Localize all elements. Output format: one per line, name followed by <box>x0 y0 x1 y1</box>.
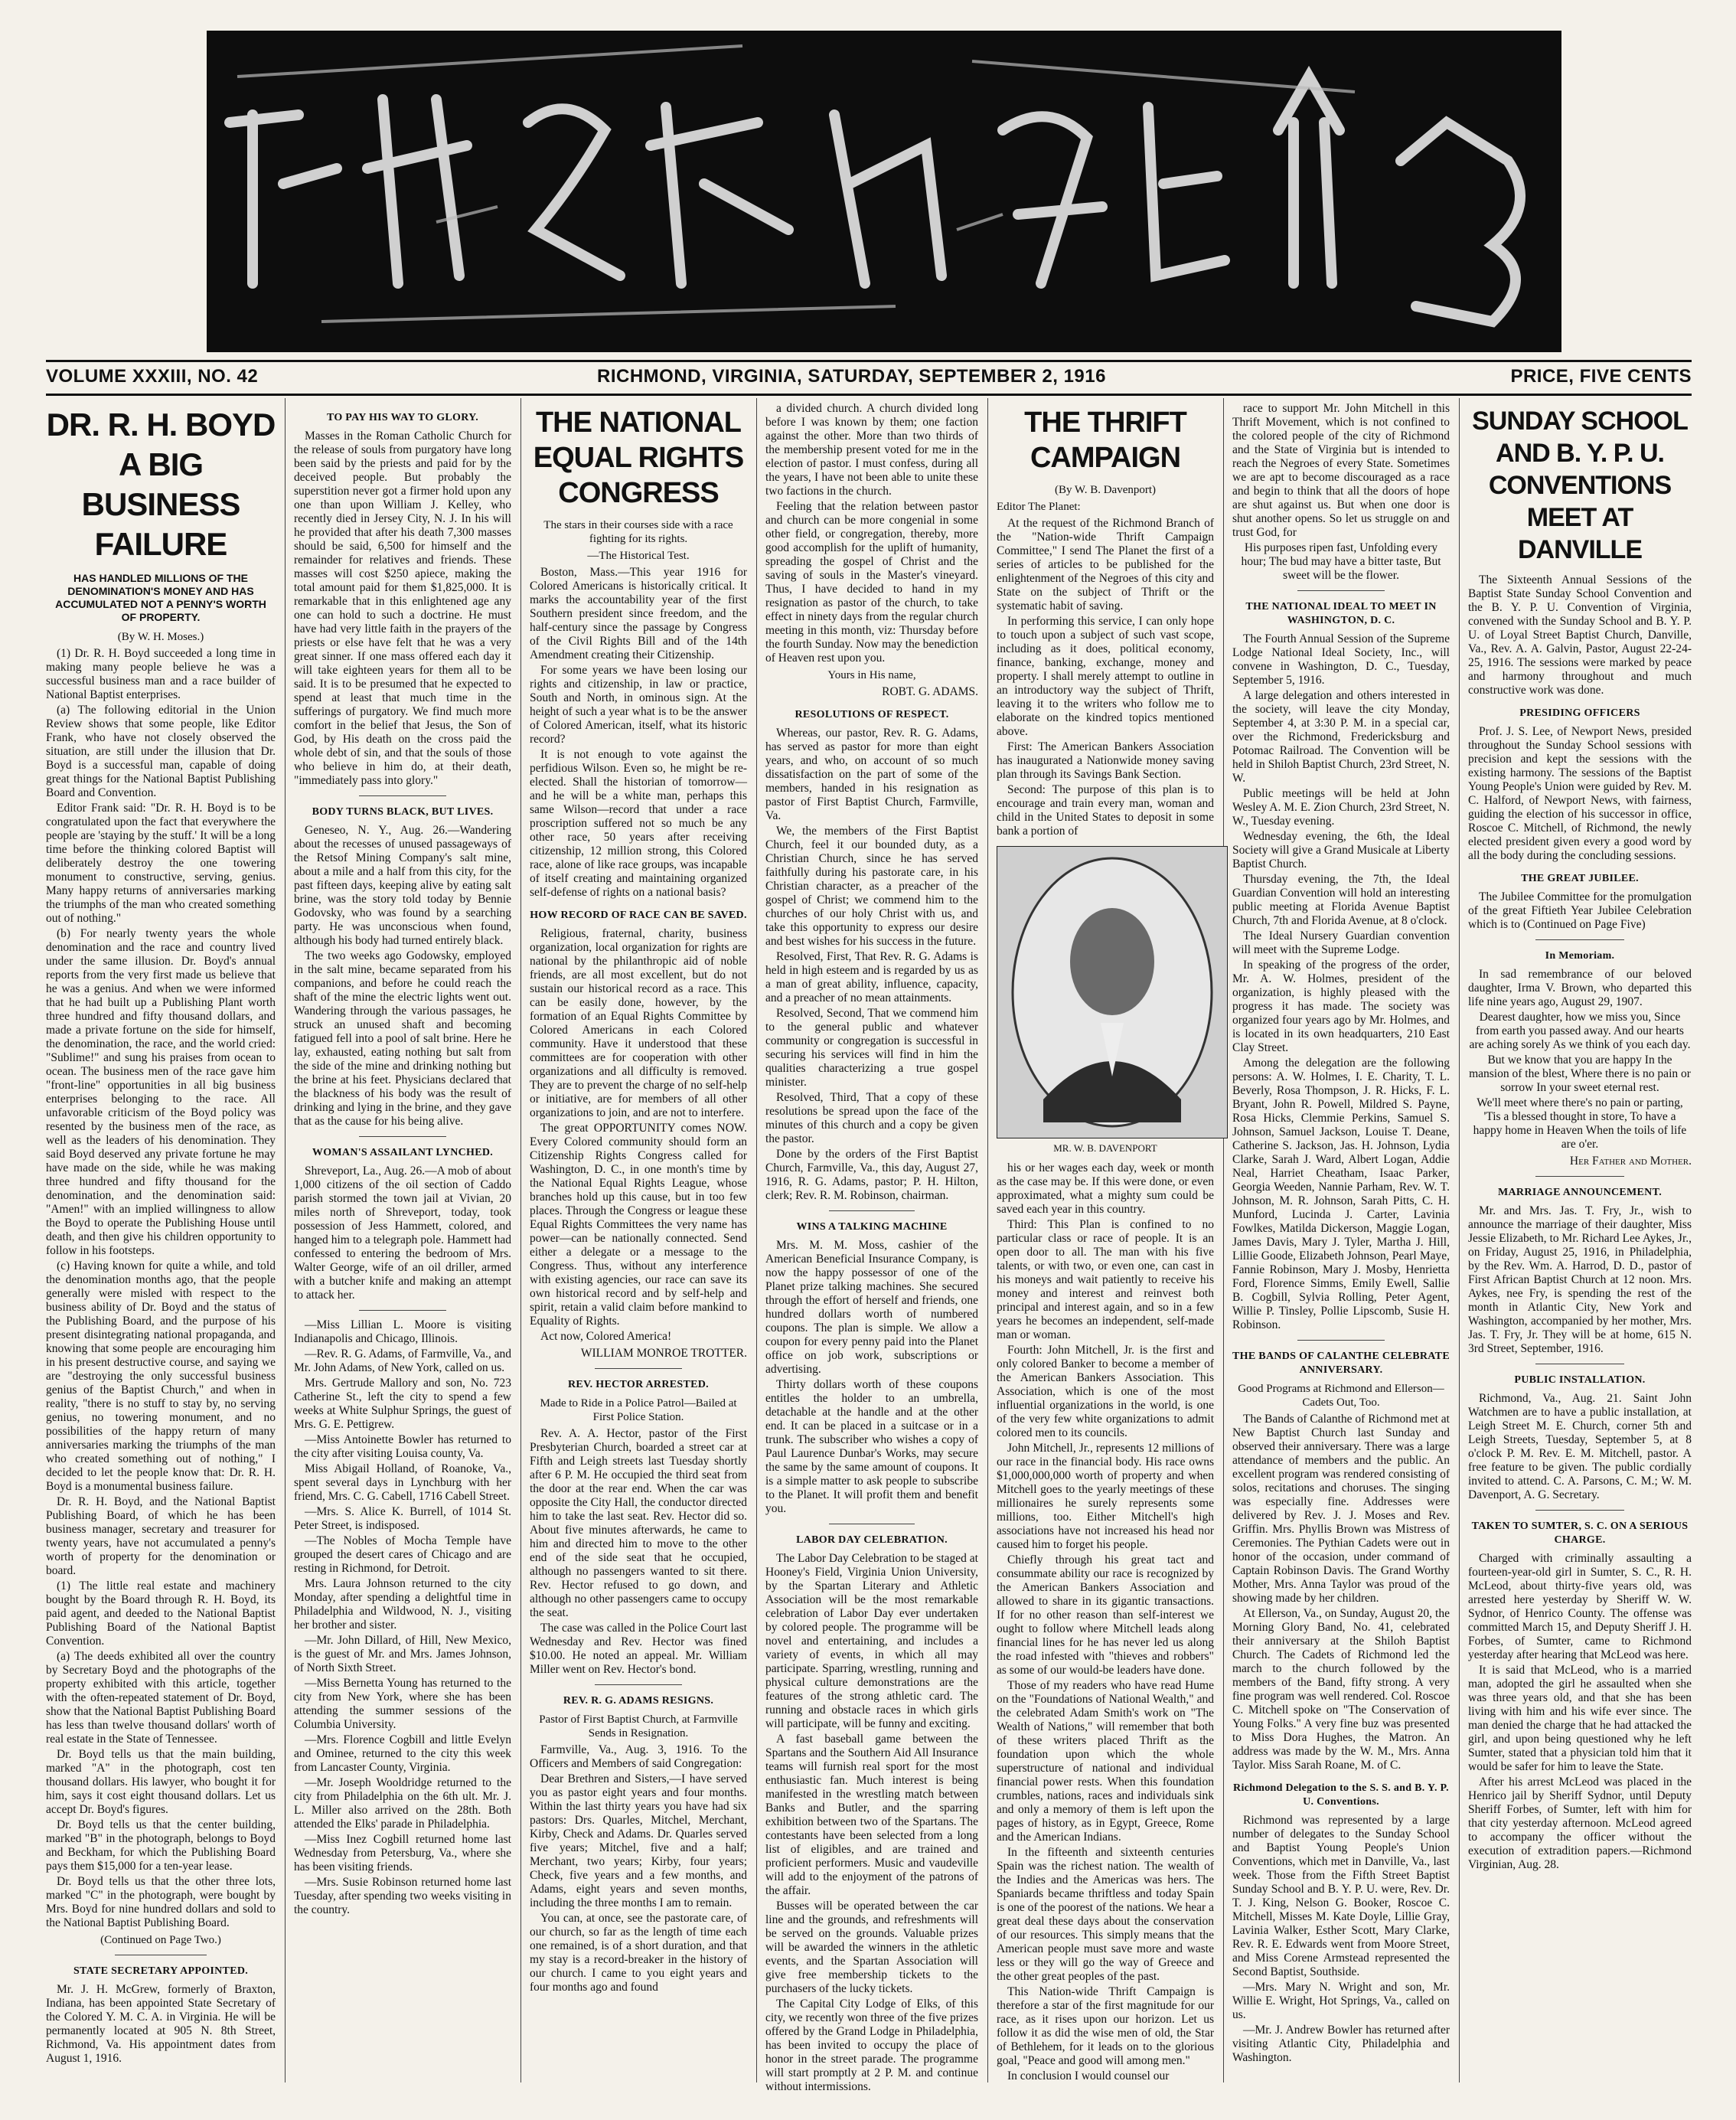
paragraph: It is said that McLeod, who is a married man, adopted the girl he assaulted when she was three years old, and that she has been living with him and his wife ever since. The man denied the charge that he had attacked the girl, and upon being questioned why he left Sumter, stated that a physician told him that it would be safer for him to leave the State. <box>1468 1664 1692 1773</box>
paragraph: Richmond was represented by a large number of delegates to the Sunday School and Baptist Young People's Union Conventions, which met in Danville, Va., last week. Those from the Fifth Street Baptist Sunday School and B. Y. P. U. were, Rev. Dr. T. J. King, Nelson G. Booker, Roscoe C. Mitchell, Misses M. Kate Doyle, Lillie Gray, Lavinia Walker, Esther Scott, Mary Clarke, Rev. R. E. Edwards went from Moore Street, and Miss Corene Armstead represented the Second Baptist, Southside. <box>1232 1814 1450 1978</box>
subhead-calanthe: THE BANDS OF CALANTHE CELEBRATE ANNIVERSARY. <box>1232 1351 1450 1376</box>
column-2 <box>294 402 511 2082</box>
paragraph: The Jubilee Committee for the promulgation of the great Fiftieth Year Jubilee Celebration which is to (Continued on Page Five) <box>1468 890 1692 931</box>
paragraph: First: The American Bankers Association has inaugurated a Nationwide money saving plan through its Savings Bank Section. <box>997 740 1214 781</box>
column-4 <box>765 402 978 2093</box>
paragraph: In the fifteenth and sixteenth centuries Spain was the richest nation. The wealth of the Indies and the Americas was hers. The Spaniards became thriftless and today Spain is one of the poorest of the nations. We hear a great deal these days about the conservation of our resources. This simply means that the American people must save more and waste less or they will go the way of Greece and the other great peoples of the past. <box>997 1846 1214 1983</box>
paragraph: John Mitchell, Jr., represents 12 millions of our race in the financial body. His race owns $1,000,000,000 worth of property and when Mitchell goes to the yearly meetings of these millionaires he surely represents some millions, too. Either Mitchell's high associations have not increased his head nor caused him to forget his people. <box>997 1442 1214 1551</box>
paragraph: (a) The deeds exhibited all over the country by Secretary Boyd and the photographs of the property exhibited with this article, together with the often-repeated statement of Dr. Boyd, show that the National Baptist Publishing Board has less than twelve thousand dollars' worth of real estate in the State of Tennessee. <box>46 1650 276 1746</box>
column-1 <box>46 402 276 2082</box>
paragraph: (c) Having known for quite a while, and told the denomination months ago, that the people generally were misled with respect to the business ability of Dr. Boyd and the status of the Publishing Board, and the purpose of his present disintegrating national propaganda, and knowing that some people are encouraging him in his present destructive course, and saying we are "destroying the only successful business genius of the Baptist Church," and when in reality, "there is no stuff to stay by, no serving genius, no towering monument, and no possibilities of the happy return of many anniversaries marking the triumphs of the man who created something out of nothing," I decided to let the people know that: Dr. R. H. Boyd is a monumental business failure. <box>46 1259 276 1493</box>
subhead-hector: REV. HECTOR ARRESTED. <box>568 1379 709 1390</box>
subhead-jubilee: THE GREAT JUBILEE. <box>1521 873 1639 884</box>
paragraph: In conclusion I would counsel our <box>1007 2069 1170 2082</box>
paragraph: Fourth: John Mitchell, Jr. is the first and only colored Banker to become a member of the American Bankers Association. This Association, which is one of the most influential organizations in the world, is one of the very few white organizations to admit colored men to its councils. <box>997 1344 1214 1439</box>
subhead-installation: PUBLIC INSTALLATION. <box>1514 1374 1646 1386</box>
paragraph: After his arrest McLeod was placed in the Henrico jail by Sheriff Sydnor, until Deputy Sheriff Forbes, of Sumter, left with him for that city yesterday afternoon. McLeod agreed to accompany the officer without the execution of extradition papers.—Richmond Virginian, Aug. 28. <box>1468 1775 1692 1871</box>
paragraph: Those of my readers who have read Hume on the "Foundations of National Wealth," and the celebrated Adam Smith's work on "The Wealth of Nations," will remember that both of these writers placed Thrift as the foundation upon which the whole superstructure of national and individual financial power rests. When this foundation crumbles, nations, races and individuals sink and only a memory of them is left upon the pages of history, as in Egypt, Greece, Rome and the American Indians. <box>997 1679 1214 1844</box>
paragraph: race to support Mr. John Mitchell in this Thrift Movement, which is not confined to the colored people of the city of Richmond and the State of Virginia but is intended to reach the Negroes of every State. Sometimes we are apt to become discouraged as a race and begin to think that all the doors of hope are shut against us. But when one door is shut another opens. So let us struggle on and trust God, for <box>1232 402 1450 539</box>
subhead-adams-resigns: REV. R. G. ADAMS RESIGNS. <box>563 1695 714 1707</box>
headline-sunday-school: SUNDAY SCHOOL AND B. Y. P. U. CONVENTIONS MEET AT DANVILLE <box>1472 407 1688 564</box>
column-3 <box>530 402 747 2082</box>
paragraph: (b) For nearly twenty years the whole denomination and the race and country lived under the same illusion. Dr. Boyd's annual reports from the very first made us believe that he was a genius. And when we were informed that he had built up a Publishing Plant worth three hundred and fifty thousand dollars, and made a private fortune on the side for himself, the denomination, the race, and the world cried: "Sublime!" and sung his praises from ocean to ocean. The business men of the race gave him "front-line" opportunities in all big business enterprises belonging to the race. All unfavorable criticism of the Boyd policy was resented by the business men of the race, as well as the leaders of his denomination. They said Boyd deserved any private fortune he may have made on the side, while he was making three hundred and fifty thousand for the denomination, and the denomination said: "Amen!" with an implied willingness to allow the Boyd to operate the Publishing House until death, and then give his children opportunity to follow in his footsteps. <box>46 927 276 1257</box>
signature-trotter: WILLIAM MONROE TROTTER. <box>580 1347 747 1360</box>
subhead-lynched: WOMAN'S ASSAILANT LYNCHED. <box>312 1147 494 1158</box>
personal-item: —Mr. Joseph Wooldridge returned to the city from Philadelphia on the 6th ult. Mr. J. L. Miller also arrived on the 28th. Both attended the Elks' parade in Philadelphia. <box>294 1776 511 1831</box>
paragraph: Feeling that the relation between pastor and church can be more congenial in some other field, or congregation, thereby, more good accomplish for the uplift of humanity, spreading the gospel of Christ and the saving of souls in the Master's vineyard. Thus, I have decided to hand in my resignation as pastor of the church, to take effect in ninety days from the regular church meeting in this month, viz: Thursday before the fourth Sunday. Now may the benediction of Heaven rest upon you. <box>765 500 978 665</box>
paragraph: We, the members of the First Baptist Church, feel it our bounded duty, as a Christian Church, since he has served faithfully during his pastorate care, in his Christian character, as a preacher of the gospel of Christ; we commend him to the churches of our holy Christ with us, and take this opportunity to express our desire and best wishes for his success in the future. <box>765 825 978 948</box>
paragraph: The Ideal Nursery Guardian convention will meet with the Supreme Lodge. <box>1232 929 1450 956</box>
paragraph: The case was called in the Police Court last Wednesday and Rev. Hector was fined $10.00. He noted an appeal. Mr. William Miller went on Rev. Hector's bond. <box>530 1622 747 1676</box>
paragraph: Mr. J. H. McGrew, formerly of Braxton, Indiana, has been appointed State Secretary of the Colored Y. M. C. A. in Virginia. He will be permanently located at 905 N. 8th Street, Richmond, Va. His appointment dates from August 1, 1916. <box>46 1983 276 2065</box>
salutation: Editor The Planet: <box>997 501 1081 513</box>
paragraph: Shreveport, La., Aug. 26.—A mob of about 1,000 citizens of the oil section of Caddo parish stormed the town jail at Vivian, 20 miles north of Shreveport, today, took possession of Jess Hammett, colored, and hanged him to a telegraph pole. Hammett had confessed to entering the bedroom of Mrs. Walter George, wife of an oil driller, armed with a butcher knife and making an attempt to attack her. <box>294 1165 511 1302</box>
byline-boyd: (By W. H. Moses.) <box>117 631 204 643</box>
personal-item: —Miss Lillian L. Moore is visiting Indianapolis and Chicago, Illinois. <box>294 1318 511 1345</box>
paragraph: Second: The purpose of this plan is to encourage and train every man, woman and child in the United States to deposit in some bank a portion of <box>997 783 1214 838</box>
subhead-sumter: TAKEN TO SUMTER, S. C. ON A SERIOUS CHARGE. <box>1471 1521 1689 1546</box>
personal-item: —Mrs. Florence Cogbill and little Evelyn and Ominee, returned to the city this week from Lancaster County, Virginia. <box>294 1733 511 1774</box>
paragraph: Done by the orders of the First Baptist Church, Farmville, Va., this day, August 27, 1916, R. G. Adams, pastor; P. H. Hilton, clerk; Rev. R. M. Robinson, chairman. <box>765 1148 978 1202</box>
headline-boyd: DR. R. H. BOYD A BIG BUSINESS FAILURE <box>46 407 276 562</box>
subhead-body-black: BODY TURNS BLACK, BUT LIVES. <box>312 806 494 818</box>
paragraph: Mrs. M. M. Moss, cashier of the American Beneficial Insurance Company, is now the happy possessor of one of the Planet prize talking machines. She secured through the effort of herself and friends, one hundred dollars worth of numbered coupons. The plan is simple. We allow a coupon for every penny paid into the Planet office on job work, subscriptions or advertising. <box>765 1239 978 1376</box>
subhead-talking-machine: WINS A TALKING MACHINE <box>796 1221 948 1233</box>
paragraph: Whereas, our pastor, Rev. R. G. Adams, has served as pastor for more than eight years, and who, on account of so much dissatisfaction on the part of some of the members, handed in his resignation as pastor of First Baptist Church, Farmville, Va. <box>765 727 978 822</box>
paragraph: Masses in the Roman Catholic Church for the release of souls from purgatory have long been said by the priests and paid for by the deceived people. But probably the superstition never got a firmer hold upon any one than upon William J. Kelley, who recently died in Jersey City, N. J. In his will he provided that after his death 7,300 masses should be said, 6,500 for himself and the remainder for relatives and friends. These masses will cost $250 apiece, making the total amount paid for them $1,825,000. It is remarkable that in this enlightened age any one can hold to such a doctrine. He must have had very little faith in the prayers of the priests or else have felt that he was a very great sinner. If one mass offered each day it will take eighteen years for them all to be said. It is to be presumed that he expected to spend at least that much time in the sufferings of purgatory. We find much more comfort in the belief that Jesus, the Son of God, by His death on the cross paid the whole debt of sin, and that the souls of those who believe in him do, at their death, "immediately pass into glory." <box>294 430 511 787</box>
subhead-national-ideal: THE NATIONAL IDEAL TO MEET IN WASHINGTON, D. C. <box>1245 601 1437 626</box>
personal-item: —Mrs. S. Alice K. Burrell, of 1014 St. Peter Street, is indisposed. <box>294 1505 511 1532</box>
deck-hector: Made to Ride in a Police Patrol—Bailed at First Police Station. <box>540 1397 737 1423</box>
paragraph: Religious, fraternal, charity, business organization, local organization for rights are national by the philanthropic aid of noble friends, are all most excellent, but do not sustain our historical record as a race. This can be easily done, however, by the formation of an Equal Rights Committee by Colored Americans in each Colored community. Have it understood that these committees are for cooperation with other organizations and all difficulty is removed. They are to prevent the charge of no self-help or initiative, are for members of all other organizations to join, and are not to interfere. <box>530 927 747 1119</box>
paragraph: This Nation-wide Thrift Campaign is therefore a star of the first magnitude for our race, as it rises upon our horizon. Let us follow it as did the wise men of old, the Star of Bethlehem, for it leads on to the glorious goal, "Peace and good will among men." <box>997 1985 1214 2067</box>
paragraph: a divided church. A church divided long before I was known by them; one faction against the other. More than two thirds of the membership present voted for me in the election of pastor. I must confess, during all the years, I have not been able to unite these two factions in the church. <box>765 402 978 498</box>
paragraph: Busses will be operated between the car line and the grounds, and refreshments will be served on the grounds. Valuable prizes will be awarded the winners in the athletic events, and the Spartan Association will give free membership tickets to the purchasers of the lucky tickets. <box>765 1900 978 1995</box>
epigraph: The stars in their courses side with a race fighting for its rights. <box>543 519 733 545</box>
subhead-record: HOW RECORD OF RACE CAN BE SAVED. <box>530 910 747 921</box>
paragraph: Dr. Boyd tells us that the other three lots, marked "C" in the photograph, were bought by Mrs. Boyd for nine hundred dollars and sold to the National Baptist Publishing Board. <box>46 1875 276 1929</box>
paragraph: his or her wages each day, week or month as the case may be. If this were done, or even approximated, what a mighty sum could be saved each year in this country. <box>997 1161 1214 1216</box>
paragraph: You can, at once, see the pastorate care, of our church, so far as the length of time each one remained, is of a short duration, and that my stay is a record-breaker in the history of our church. I came to you eight years and four months ago and found <box>530 1912 747 1994</box>
paragraph: Dr. Boyd tells us that the center building, marked "B" in the photograph, belongs to Boyd and Beckham, for which the Publishing Board pays them $15,000 for a ten-year lease. <box>46 1818 276 1873</box>
paragraph: The Sixteenth Annual Sessions of the Baptist State Sunday School Convention and the B. Y. P. U. Convention of Virginia, convened with the Sunday School and B. Y. P. U. of Loyal Street Baptist Church, Danville, Va., Rev. A. A. Galvin, Pastor, August 22-24-25, 1916. The sessions were marked by peace and harmony throughout and much constructive work was done. <box>1468 573 1692 697</box>
paragraph: Resolved, Second, That we commend him to the general public and whatever community or congregation is successful in securing his services will find in him the qualities characterizing a true gospel minister. <box>765 1007 978 1089</box>
paragraph: It is not enough to vote against the perfidious Wilson. Even so, he might be re-elected. Shall the historian of tomorrow—and he will be a white man, perhaps this same Wilson—record that under a race proscription suffered not so much be any other race, 50 years after receiving citizenship, 12 million strong, this Colored race, alone of like race groups, was incapable of itself creating and maintaining organized self-defense of rights on a national basis? <box>530 748 747 899</box>
paragraph: Resolved, Third, That a copy of these resolutions be spread upon the face of the minutes of this church and a copy be given the pastor. <box>765 1091 978 1145</box>
personal-item: —The Nobles of Mocha Temple have grouped the desert cares of Chicago and are resting in Richmond, for Detroit. <box>294 1534 511 1575</box>
deck-adams: Pastor of First Baptist Church, at Farmville Sends in Resignation. <box>539 1713 738 1739</box>
verse: But we know that you are happy In the mansion of the blest, Where there is no pain or sorrow In your sweet eternal rest. <box>1469 1053 1691 1094</box>
paragraph: At Ellerson, Va., on Sunday, August 20, the Morning Glory Band, No. 41, celebrated their anniversary at the Shiloh Baptist Church. The Cadets of Richmond led the march to the church followed by the members of the Band, fifty strong. A very fine program was well rendered. Col. Roscoe C. Mitchell spoke on "The Conservation of Young Folks." A very fine buz was presented to Miss Dora Hughes, the Matron. An address was made by the W. M., Mrs. Anna Taylor. Miss Sarah Roane, M. of C. <box>1232 1607 1450 1772</box>
paragraph: Prof. J. S. Lee, of Newport News, presided throughout the Sunday School sessions with precision and kept the sessions with the existing harmony. The sessions of the Baptist Young People's Union were guided by Rev. M. C. Halford, of Newport News, with fairness, guiding the election of his successor in office, Roscoe C. Mitchell, of Richmond, the newly elected president given every a good word by all the body during the concluding sessions. <box>1468 725 1692 862</box>
paragraph: Farmville, Va., Aug. 3, 1916. To the Officers and Members of said Congregation: <box>530 1743 747 1770</box>
personal-item: Miss Abigail Holland, of Roanoke, Va., spent several days in Lynchburg with her friend, Mrs. C. G. Cabell, 1716 Cabell Street. <box>294 1462 511 1503</box>
subhead-presiding: PRESIDING OFFICERS <box>1519 707 1640 719</box>
paragraph: For some years we have been losing our rights and citizenship, in law or practice, South and North, in ominous sign. At the height of such a year what is to be the answer of Colored American, itself, what its historic record? <box>530 664 747 746</box>
photo-caption: MR. W. B. DAVENPORT <box>1053 1142 1157 1154</box>
personal-item: —Miss Antoinette Bowler has returned to the city after visiting Louisa county, Va. <box>294 1433 511 1460</box>
paragraph: (a) The following editorial in the Union Review shows that some people, like Editor Frank, who have not closely observed the situation, are still under the illusion that Dr. Boyd is a successful man, capable of doing great things for the National Baptist Publishing Board and Convention. <box>46 704 276 799</box>
subhead-richmond-delegation: Richmond Delegation to the S. S. and B. Y. P. U. Conventions. <box>1233 1782 1449 1808</box>
signature-parents: Her Father and Mother. <box>1569 1155 1692 1168</box>
personal-item: —Miss Bernetta Young has returned to the city from New York, where she has been attending the summer sessions of the Columbia University. <box>294 1677 511 1731</box>
paragraph: Third: This Plan is confined to no particular class or race of people. It is an open door to all. The man with his five talents, or with two, or even one, can cast in his moneys and wait patiently to receive his money and interest and reinvest both principal and interest again, and so in a few years he becomes an independent, self-made man or woman. <box>997 1218 1214 1341</box>
paragraph: Richmond, Va., Aug. 21. Saint John Watchmen are to have a public installation, at Leigh Street M. E. Church, corner 5th and Leigh Streets, Tuesday, September 5, at 8 o'clock P. M. Rev. E. M. Mitchell, pastor. A free feature to be given. The public cordially invited to attend. C. A. Parsons, C. M.; W. M. Davenport, A. G. Secretary. <box>1468 1392 1692 1501</box>
paragraph: —Mr. J. Andrew Bowler has returned after visiting Atlantic City, Philadelphia and Washington. <box>1232 2024 1450 2064</box>
price: PRICE, FIVE CENTS <box>1510 366 1692 387</box>
paragraph: Charged with criminally assaulting a fourteen-year-old girl in Sumter, S. C., R. H. McLeod, about thirty-five years old, was arrested here yesterday by Sheriff W. W. Sydnor, of Henrico County. The offense was committed March 15, and Deputy Sheriff J. H. Forbes, of Sumter, came to Richmond yesterday after hearing that McLeod was here. <box>1468 1552 1692 1661</box>
paragraph: Act now, Colored America! <box>540 1330 672 1343</box>
byline-thrift: (By W. B. Davenport) <box>1054 484 1157 496</box>
paragraph: Mr. and Mrs. Jas. T. Fry, Jr., wish to announce the marriage of their daughter, Miss Jessie Elizabeth, to Mr. Richard Lee Aykes, Jr., on Friday, August 25, 1916, in Philadelphia, by the Rev. Wm. A. Harrod, D. D., pastor of First African Baptist Church at 12 noon. Mrs. Aykes, nee Fry, is spending the rest of the month in Atlantic City, New York and Washington, accompanied by her mother, Mrs. Jas. T. Fry, Jr. They will be at home, 615 N. 3rd Street, September, 1916. <box>1468 1204 1692 1355</box>
paragraph: A fast baseball game between the Spartans and the Southern Aid All Insurance teams will furnish real sport for the most enthusiastic fan. Much interest is being manifested in the wrestling match between Banks and Butler, and the sparring exhibition between two of the Spartans. The contestants have been selected from a long list of eligibles, and are trained and proficient performers. Music and vaudeville will add to the enjoyment of the patrons of the affair. <box>765 1733 978 1897</box>
paragraph: Thursday evening, the 7th, the Ideal Guardian Convention will hold an interesting public meeting at Florida Avenue Baptist Church, 7th and Florida Avenue, at 8 o'clock. <box>1232 873 1450 927</box>
paragraph: Rev. A. A. Hector, pastor of the First Presbyterian Church, boarded a street car at Fifth and Leigh streets last Tuesday shortly after 6 P. M. He occupied the third seat from the door at the rear end. When the car was opposite the City Hall, the conductor directed him to take the last seat. Rev. Hector did so. About five minutes afterwards, he came to him and directed him to move to the other end of the side seat that he occupied, although no passengers wanted to sit there. Rev. Hector refused to go down, and although no other passengers came to occupy the seat. <box>530 1427 747 1619</box>
paragraph: (1) The little real estate and machinery bought by the Board through R. H. Boyd, its paid agent, and deeded to the National Baptist Publishing Board of the National Baptist Convention. <box>46 1579 276 1648</box>
subhead-glory: TO PAY HIS WAY TO GLORY. <box>326 412 479 423</box>
headline-equal-rights: THE NATIONAL EQUAL RIGHTS CONGRESS <box>533 407 744 509</box>
personal-item: Mrs. Laura Johnson returned to the city Monday, after spending a delightful time in Philadelphia and Wildwood, N. J., visiting her brother and sister. <box>294 1577 511 1632</box>
paragraph: In speaking of the progress of the order, Mr. A. W. Holmes, president of the organization, is highly pleased with the progress it has made. The society was organized four years ago by Mr. Holmes, and is located in its own headquarters, 210 East Clay Street. <box>1232 959 1450 1054</box>
paragraph: Boston, Mass.—This year 1916 for Colored Americans is historically critical. It marks the accountability year of the first Southern president since freedom, and the half-century since the passage by Congress of the Civil Rights Bill and of the 14th Amendment creating their Citizenship. <box>530 566 747 661</box>
paragraph: Editor Frank said: "Dr. R. H. Boyd is to be congratulated upon the fact that everywhere the people are 'staying by the stuff.' It will be a long time before the thinking colored Baptist will deliberately destroy the one towering monument to constructive, serving, genius. Many happy returns of anniversaries marking the triumphs of the man who created something out of nothing." <box>46 802 276 925</box>
masthead-nameplate-icon <box>207 31 1561 352</box>
epigraph-source: —The Historical Test. <box>587 550 690 562</box>
paragraph: A large delegation and others interested in the society, will leave the city Monday, September 4, at 3:30 P. M. in a special car, over the Richmond, Fredericksburg and Potomac Railroad. The Convention will be held in Shiloh Baptist Church, 23rd Street, N. W. <box>1232 689 1450 785</box>
portrait-photo <box>997 846 1228 1138</box>
column-5 <box>997 402 1214 2082</box>
verse: His purposes ripen fast, Unfolding every hour; The bud may have a bitter taste, But sweet will be the flower. <box>1241 541 1441 582</box>
deck-boyd: HAS HANDLED MILLIONS OF THE DENOMINATION'S MONEY AND HAS ACCUMULATED NOT A PENNY'S WORTH OF PROPERTY. <box>55 572 266 623</box>
dateline <box>46 366 1692 390</box>
paragraph: In performing this service, I can only hope to touch upon a subject of such vast scope, including as it does, political economy, finance, banking, exchange, money and property. I shall merely attempt to outline in an introductory way the subject of Thrift, leaving it to the writers who follow me to elaborate on the kindred topics mentioned above. <box>997 615 1214 738</box>
personal-item: —Miss Inez Cogbill returned home last Wednesday from Petersburg, Va., where she has been visiting friends. <box>294 1833 511 1873</box>
paragraph: At the request of the Richmond Branch of the "Nation-wide Thrift Campaign Committee," I send The Planet the first of a series of articles to be published for the enlightenment of the Negroes of this city and State on the subject of Thrift or the systematic habit of saving. <box>997 517 1214 612</box>
subhead-memoriam: In Memoriam. <box>1545 950 1615 962</box>
paragraph: Dear Brethren and Sisters,—I have served you as pastor eight years and four months. Within the last thirty years you have had six pastors: Drs. Quarles, Mitchel, Merchant, Kirby, Check and Adams. Dr. Quarles served five years; Mitchel, five and a half; Merchant, two years; Kirby, four years; Check, five years and a few months, and Adams, eight years and seven months, including the three months I am to remain. <box>530 1772 747 1909</box>
signature-adams: ROBT. G. ADAMS. <box>882 685 978 698</box>
column-7 <box>1468 402 1692 2082</box>
subhead-resolutions: RESOLUTIONS OF RESPECT. <box>795 709 949 720</box>
paragraph: The Labor Day Celebration to be staged at Hooney's Field, Virginia Union University, by the Spartan Literary and Athletic Association will be the most remarkable celebration of Labor Day ever undertaken by colored people. The programme will be novel and entertaining, and includes a variety of events, in which all may participate. Sparring, wrestling, running and physical culture demonstrations are the features of the strong athletic card. The running and obstacle races in which girls will participate, will be funny and exciting. <box>765 1552 978 1730</box>
paragraph: Wednesday evening, the 6th, the Ideal Society will give a Grand Musicale at Liberty Baptist Church. <box>1232 830 1450 871</box>
personal-item: —Rev. R. G. Adams, of Farmville, Va., and Mr. John Adams, of New York, called on us. <box>294 1347 511 1374</box>
paragraph: The Capital City Lodge of Elks, of this city, we recently won three of the five prizes offered by the Grand Lodge in Philadelphia, has been invited to occupy the place of honor in the street parade. The programme will start promptly at 2 P. M. and continue without intermissions. <box>765 1998 978 2093</box>
paragraph: Public meetings will be held at John Wesley A. M. E. Zion Church, 23rd Street, N. W., Tuesday evening. <box>1232 787 1450 828</box>
subhead-state-secretary: STATE SECRETARY APPOINTED. <box>73 1965 249 1977</box>
paragraph: Dr. R. H. Boyd, and the National Baptist Publishing Board, of which he has been business manager, secretary and treasurer for twenty years, have not accumulated a penny's worth of property for the denomination or board. <box>46 1495 276 1577</box>
paragraph: The Bands of Calanthe of Richmond met at New Baptist Church last Sunday and observed their anniversary. There was a large attendance of members and the public. An excellent program was rendered consisting of solos, recitations and choruses. The singing was especially fine. Addresses were delivered by Rev. J. J. Moses and Rev. Griffin. Mrs. Phyllis Brown was Mistress of Ceremonies. The Pythian Cadets were out in honor of the occasion, under command of Captain Robinson Davis. The Grand Worthy Mother, Mrs. Anna Taylor was proud of the showing made by her children. <box>1232 1413 1450 1605</box>
volume-number: VOLUME XXXIII, NO. 42 <box>46 366 259 387</box>
headline-thrift: THE THRIFT CAMPAIGN <box>1024 407 1186 474</box>
verse: We'll meet where there's no pain or parting, 'Tis a blessed thought in store, To have a happy home in Heaven When the toils of life are o'er. <box>1473 1096 1687 1151</box>
paragraph: The Fourth Annual Session of the Supreme Lodge National Ideal Society, Inc., will convene in Washington, D. C., Tuesday, September 5, 1916. <box>1232 632 1450 687</box>
paragraph: Thirty dollars worth of these coupons entitles the holder to an umbrella, detachable at the handle and at the other end. It can be placed in a suitcase or in a trunk. The subscriber who wishes a copy of Paul Laurence Dunbar's Works, may secure the same by the same amount of coupons. It is a simple matter to ask people to subscribe to the Planet. It will profit them and benefit you. <box>765 1378 978 1515</box>
personal-item: —Mr. John Dillard, of Hill, New Mexico, is the guest of Mr. and Mrs. James Johnson, of North Sixth Street. <box>294 1634 511 1674</box>
paragraph: The great OPPORTUNITY comes NOW. Every Colored community should form an Citizenship Rights Congress called for Washington, D. C., in one month's time by the National Equal Rights League, whose branches hold up this cause, but in too few places. Through the Congress or league these Equal Rights Committees the very name has power—can be nationally connected. Send either a delegate or a message to the Congress. Thus, without any interference with existing agencies, our race can save its own historical record and by self-help and spirit, retain a valid claim before mankind to Equality of Rights. <box>530 1122 747 1328</box>
masthead-nameplate <box>207 31 1561 352</box>
paragraph: Among the delegation are the following persons: A. W. Holmes, I. E. Charity, T. L. Beverly, Rosa Thompson, J. R. Hicks, F. L. Bryant, John R. Powell, Mildred S. Payne, Rosa Hicks, Clemmie Perkins, Samuel S. Johnson, Samuel Jackson, Louise T. Deane, Catherine S. Jackson, Jas. H. Johnson, Lydia Clarke, Sarah J. Ward, Albert Logan, Addie Neal, Harriet Cheatham, Isaac Parker, Georgia Weeden, Nannie Parham, Rev. W. T. Johnson, M. R. Johnson, Sarah Pitts, C. H. Munford, Lucinda J. Carter, Lavinia Fowlkes, Matilda Dickerson, Maggie Logan, James Davis, Mary J. Tyler, Martha J. Hill, Lillie Goode, Elizabeth Johnson, Pearl Maye, Fannie Robinson, Mary J. Mosby, Henrietta Ford, Florence Simms, Emily Ewell, Sallie B. Cogbill, Sylvia Rolling, Peter Agent, Willie P. Tinsley, Pollie Lipscomb, Susie H. Robinson. <box>1232 1057 1450 1331</box>
paragraph: —Mrs. Mary N. Wright and son, Mr. Willie E. Wright, Hot Springs, Va., called on us. <box>1232 1981 1450 2021</box>
deck-calanthe: Good Programs at Richmond and Ellerson—Cadets Out, Too. <box>1238 1383 1444 1409</box>
signoff: Yours in His name, <box>827 669 916 681</box>
paragraph: Chiefly through his great tact and consummate ability our race is recognized by the American Bankers Association and allowed to share in its gigantic transactions. If for no other reason than self-interest we ought to follow where Mitchell leads along financial lines for he has never led us along the road infested with "thieves and robbers" as some of our would-be leaders have done. <box>997 1553 1214 1677</box>
personal-item: —Mrs. Susie Robinson returned home last Tuesday, after spending two weeks visiting in the country. <box>294 1876 511 1916</box>
column-6 <box>1232 402 1450 2082</box>
paragraph: Dr. Boyd tells us that the main building, marked "A" in the photograph, cost ten thousand dollars. His lawyer, who bought it for him, says it cost eight thousand dollars. Let us accept Dr. Boyd's figures. <box>46 1748 276 1816</box>
paragraph: Geneseo, N. Y., Aug. 26.—Wandering about the recesses of unused passageways of the Retsof Mining Company's salt mine, about a mile and a half from this city, for the past fifteen days, keeping alive by eating salt brine, was the story told today by Bennie Godovsky, who was found by a searching party. He was unconscious when found, although his body had turned entirely black. <box>294 824 511 947</box>
subhead-marriage: MARRIAGE ANNOUNCEMENT. <box>1497 1187 1662 1198</box>
verse: Dearest daughter, how we miss you, Since from earth you passed away. And our hearts are aching sorely As we think of you each day. <box>1469 1011 1691 1051</box>
paragraph: In sad remembrance of our beloved daughter, Irma V. Brown, who departed this life nine years ago, August 29, 1907. <box>1468 968 1692 1008</box>
personal-item: Mrs. Gertrude Mallory and son, No. 723 Catherine St., left the city to spend a few weeks at White Sulphur Springs, the guest of Mrs. G. E. Pettigrew. <box>294 1377 511 1431</box>
portrait-icon <box>997 847 1227 1138</box>
paragraph: (1) Dr. R. H. Boyd succeeded a long time in making many people believe he was a successful business man and a race builder of National Baptist enterprises. <box>46 647 276 701</box>
paragraph: The two weeks ago Godowsky, employed in the salt mine, became separated from his companions, and before he could reach the shaft of the mine the electric lights went out. Wandering through the various passages, he struck an unused shaft and becoming fatigued fell into a pool of salt brine. Here he lay, exhausted, eating nothing but salt from the side of the mine and drinking nothing but the brine at his feet. Physicians declared that the blackness of his body was the result of drinking and lying in the brine, and they gave that as the cause for his being alive. <box>294 949 511 1128</box>
subhead-labor-day: LABOR DAY CELEBRATION. <box>796 1534 948 1546</box>
publication-date: RICHMOND, VIRGINIA, SATURDAY, SEPTEMBER 2, 1916 <box>597 366 1106 387</box>
continued-note: (Continued on Page Two.) <box>100 1934 221 1946</box>
paragraph: Resolved, First, That Rev. R. G. Adams is held in high esteem and is regarded by us as a man of great ability, influence, capacity, and a preacher of no mean attainments. <box>765 950 978 1004</box>
